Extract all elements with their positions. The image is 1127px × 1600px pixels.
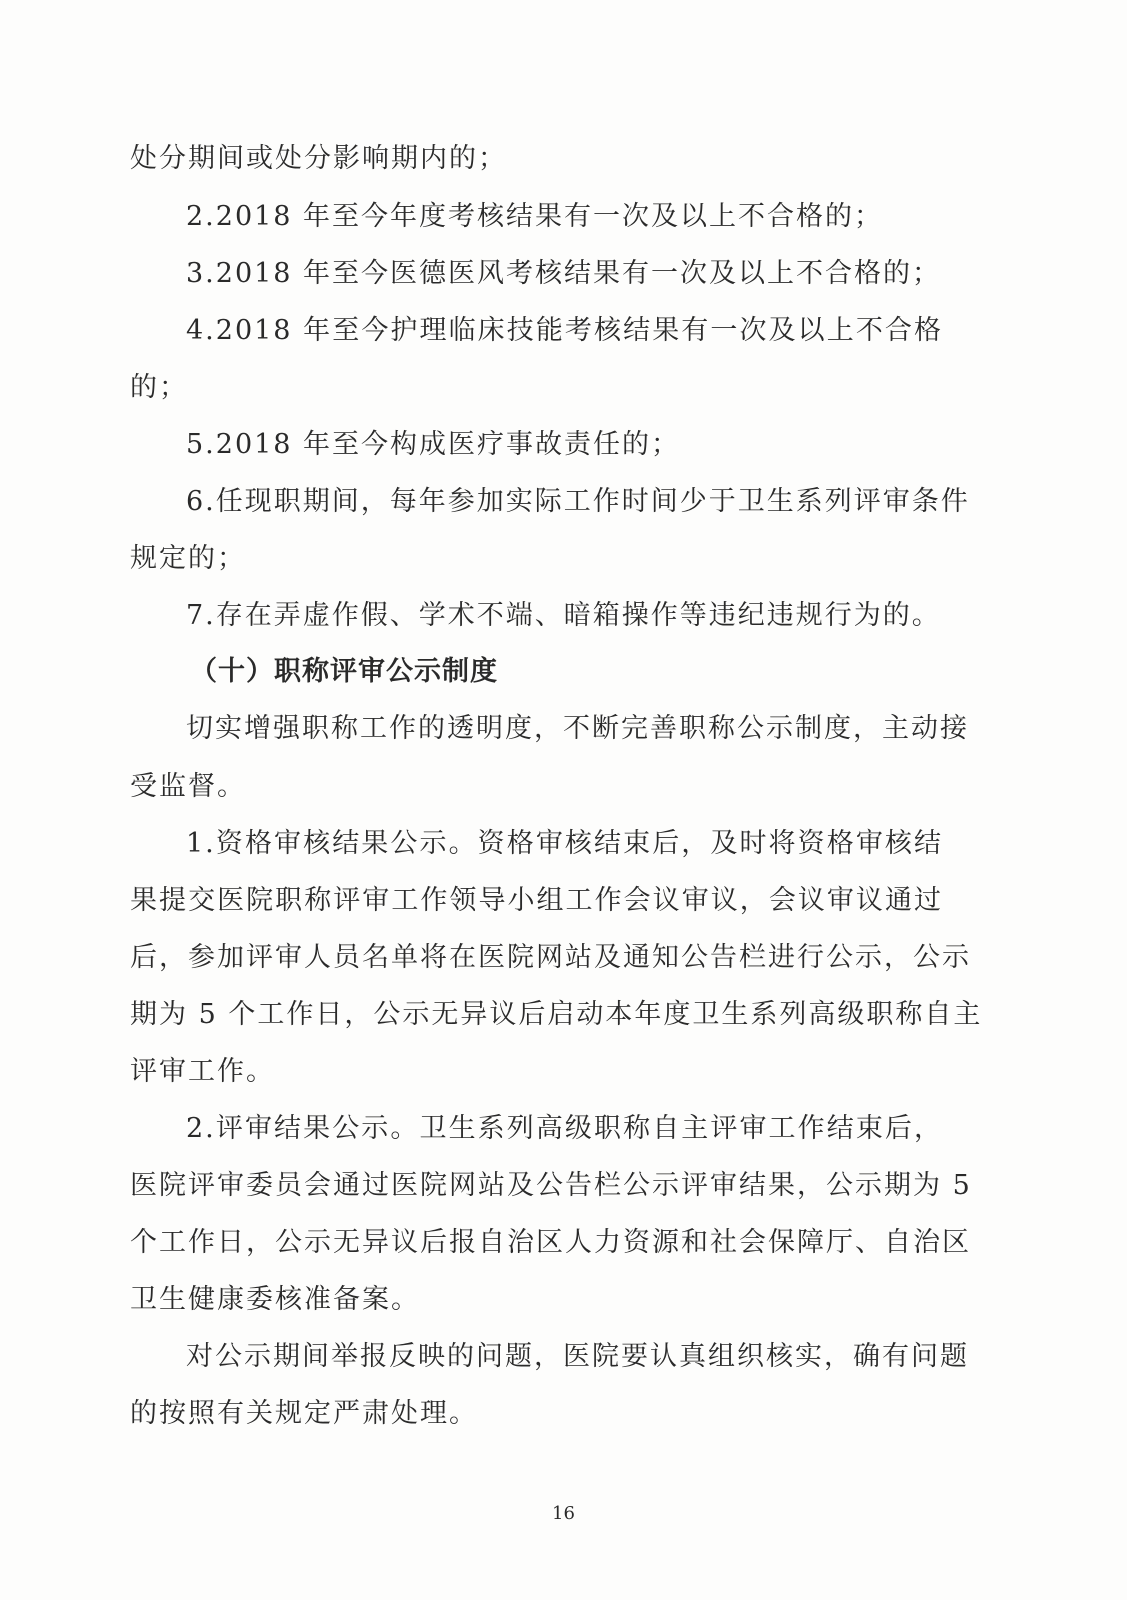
section-heading: （十）职称评审公示制度 [190, 656, 498, 687]
paragraph-line: 受监督。 [130, 771, 246, 802]
paragraph-line: 个工作日，公示无异议后报自治区人力资源和社会保障厅、自治区 [130, 1227, 971, 1258]
list-item-6: 6.任现职期间，每年参加实际工作时间少于卫生系列评审条件 [186, 486, 970, 517]
list-item-2: 2.评审结果公示。卫生系列高级职称自主评审工作结束后， [186, 1113, 943, 1144]
list-item-3: 3.2018 年至今医德医风考核结果有一次及以上不合格的； [186, 258, 942, 289]
list-item-1: 1.资格审核结果公示。资格审核结束后，及时将资格审核结 [186, 828, 943, 859]
paragraph-line: 后，参加评审人员名单将在医院网站及通知公告栏进行公示，公示 [130, 942, 971, 973]
list-item-5: 5.2018 年至今构成医疗事故责任的； [186, 429, 681, 460]
text-line: 处分期间或处分影响期内的； [130, 143, 507, 174]
paragraph-line: 的按照有关规定严肃处理。 [130, 1398, 478, 1429]
paragraph-line: 对公示期间举报反映的问题，医院要认真组织核实，确有问题 [186, 1341, 969, 1372]
page-number: 16 [552, 1503, 575, 1524]
paragraph-line: 医院评审委员会通过医院网站及公告栏公示评审结果，公示期为 5 [130, 1170, 972, 1201]
paragraph-line: 切实增强职称工作的透明度，不断完善职称公示制度，主动接 [186, 713, 969, 744]
paragraph-line: 果提交医院职称评审工作领导小组工作会议审议，会议审议通过 [130, 885, 943, 916]
paragraph-line: 卫生健康委核准备案。 [130, 1284, 420, 1315]
list-item-7: 7.存在弄虚作假、学术不端、暗箱操作等违纪违规行为的。 [186, 600, 941, 631]
text-line: 规定的； [130, 543, 246, 574]
paragraph-line: 评审工作。 [130, 1056, 275, 1087]
paragraph-line: 期为 5 个工作日，公示无异议后启动本年度卫生系列高级职称自主 [130, 999, 983, 1030]
list-item-2: 2.2018 年至今年度考核结果有一次及以上不合格的； [186, 201, 884, 232]
list-item-4: 4.2018 年至今护理临床技能考核结果有一次及以上不合格 [186, 315, 943, 346]
text-line: 的； [130, 372, 188, 403]
